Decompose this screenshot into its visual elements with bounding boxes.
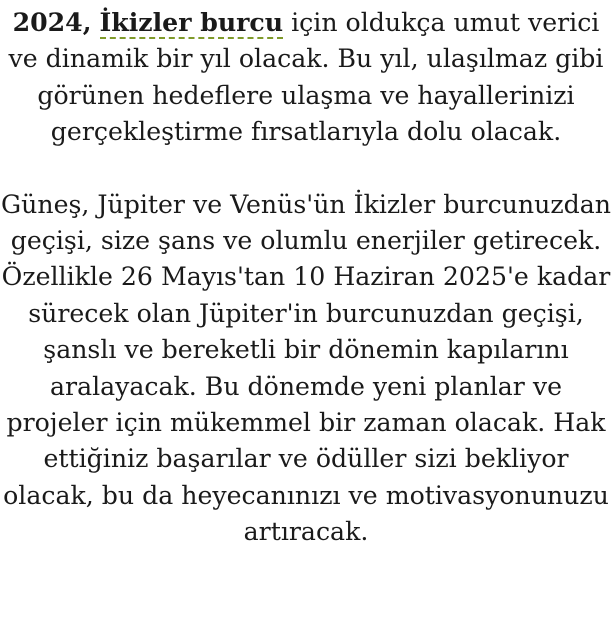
gemini-sign-link[interactable]: İkizler burcu xyxy=(99,7,284,37)
intro-paragraph xyxy=(0,4,612,151)
transit-paragraph-text: Güneş, Jüpiter ve Venüs'ün İkizler burcunuzdan geçişi, size şans ve olumlu enerjiler getirecek. Özellikle 26 Mayıs'tan 10 Haziran 2025'e kadar sürecek olan Jüpiter'in burcunuzdan geçişi, şanslı ve bereketli bir dönemin kapılarını aralayacak. Bu dönemde yeni planlar ve projeler için mükemmel bir zaman olacak. Hak ettiğiniz başarılar ve ödüller sizi bekliyor olacak, bu da heyecanınızı ve motivasyonunuzu artıracak. xyxy=(1,189,611,547)
intro-paragraph-text: için oldukça umut verici ve dinamik bir yıl olacak. Bu yıl, ulaşılmaz gibi görünen hedeflere ulaşma ve hayallerinizi gerçekleştirme fırsatlarıyla dolu olacak. xyxy=(8,8,604,147)
transit-paragraph xyxy=(0,187,612,551)
year-label: 2024, xyxy=(12,7,92,37)
article-body xyxy=(0,4,612,551)
